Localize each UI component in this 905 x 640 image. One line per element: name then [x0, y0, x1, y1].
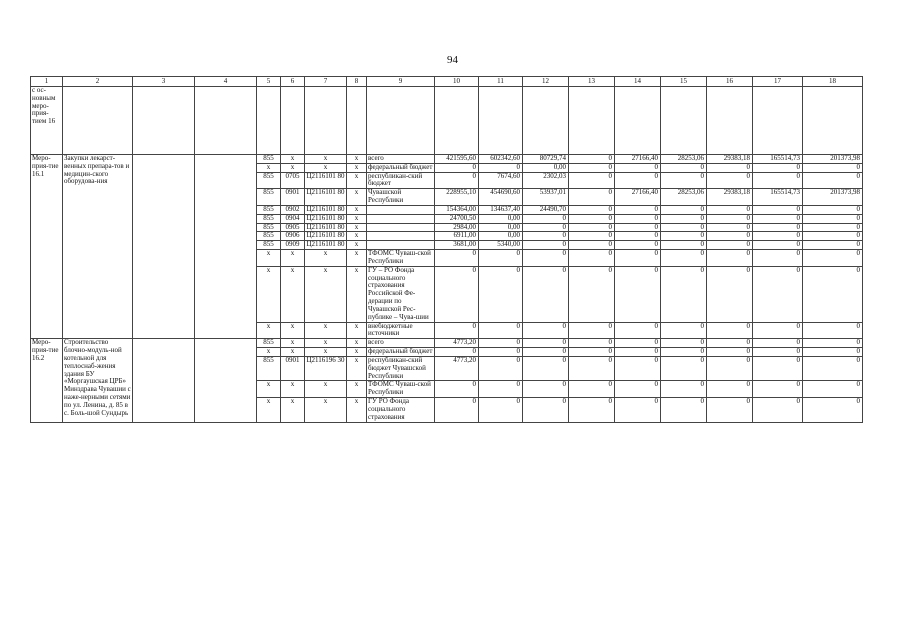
year-value-cell: 0: [803, 214, 863, 223]
column-number: 14: [615, 77, 661, 87]
funding-source-cell: ГУ – РО Фонда социального страхования Российской Фе-дерации по Чувашской Рес-публике – Чува-шии: [367, 266, 435, 322]
year-value-cell: 0: [707, 223, 753, 232]
expense-type-cell: x: [347, 172, 367, 189]
year-value-cell: 0: [661, 214, 707, 223]
year-value-cell: 0: [569, 155, 615, 164]
responsible-cell: [133, 339, 195, 422]
continuation-label: с ос-новным меро-прия-тием 16: [31, 87, 63, 155]
target-article-cell: x: [305, 322, 347, 339]
year-value-cell: 0: [615, 356, 661, 380]
grbs-code-cell: 855: [257, 223, 281, 232]
year-value-cell: 0: [707, 348, 753, 357]
year-value-cell: 0: [803, 398, 863, 422]
year-value-cell: 0: [615, 214, 661, 223]
year-value-cell: 0: [753, 348, 803, 357]
column-number: 11: [479, 77, 523, 87]
year-value-cell: 0: [569, 266, 615, 322]
year-value-cell: 0: [803, 205, 863, 214]
grbs-code-cell: x: [257, 381, 281, 398]
section-code-cell: x: [281, 155, 305, 164]
year-value-cell: 0: [523, 266, 569, 322]
year-value-cell: 0: [753, 398, 803, 422]
year-value-cell: 0: [435, 172, 479, 189]
year-value-cell: 0: [569, 250, 615, 267]
year-value-cell: 28253,06: [661, 189, 707, 206]
year-value-cell: 0: [661, 223, 707, 232]
year-value-cell: 0: [753, 250, 803, 267]
activity-number-cell: Меро-прия-тие 16.1: [31, 155, 63, 339]
year-value-cell: 0: [435, 381, 479, 398]
grbs-code-cell: 855: [257, 339, 281, 348]
target-article-cell: x: [305, 339, 347, 348]
year-value-cell: 0: [615, 266, 661, 322]
year-value-cell: 0: [615, 339, 661, 348]
expense-type-cell: x: [347, 322, 367, 339]
year-value-cell: 0: [479, 356, 523, 380]
year-value-cell: 0: [661, 381, 707, 398]
year-value-cell: 0: [661, 241, 707, 250]
year-value-cell: 0: [707, 232, 753, 241]
grbs-code-cell: 855: [257, 214, 281, 223]
table-row: [31, 339, 863, 348]
year-value-cell: 0: [661, 172, 707, 189]
expense-type-cell: x: [347, 348, 367, 357]
year-value-cell: 0: [753, 241, 803, 250]
section-code-cell: 0906: [281, 232, 305, 241]
year-value-cell: 0: [523, 241, 569, 250]
target-article-cell: Ц2116101 80: [306, 240, 345, 249]
year-value-cell: 0: [707, 172, 753, 189]
grbs-code-cell: 855: [257, 205, 281, 214]
continuation-row: [31, 87, 863, 155]
year-value-cell: 0: [707, 214, 753, 223]
year-value-cell: 0: [615, 348, 661, 357]
year-value-cell: 0: [569, 214, 615, 223]
year-value-cell: 0: [615, 205, 661, 214]
year-value-cell: 0: [435, 250, 479, 267]
column-number: 9: [367, 77, 435, 87]
empty-cell: [569, 87, 615, 155]
expense-type-cell: x: [347, 232, 367, 241]
expense-type-cell: x: [347, 266, 367, 322]
year-value-cell: 2984,00: [435, 223, 479, 232]
year-value-cell: 0: [435, 322, 479, 339]
grbs-code-cell: x: [257, 250, 281, 267]
expense-type-cell: x: [347, 223, 367, 232]
section-code-cell: x: [281, 322, 305, 339]
year-value-cell: 0: [661, 266, 707, 322]
empty-cell: [479, 87, 523, 155]
year-value-cell: 0: [707, 381, 753, 398]
year-value-cell: 0,00: [479, 223, 523, 232]
year-value-cell: 0: [479, 163, 523, 172]
year-value-cell: 0: [753, 266, 803, 322]
column-number: 2: [63, 77, 133, 87]
year-value-cell: 0: [661, 356, 707, 380]
year-value-cell: 602342,60: [479, 155, 523, 164]
target-article-cell: Ц2116101 80: [305, 189, 347, 206]
column-number-row: [31, 77, 863, 87]
year-value-cell: 0: [707, 339, 753, 348]
year-value-cell: 0: [707, 241, 753, 250]
target-article-cell: Ц2116101 80: [306, 231, 345, 240]
year-value-cell: 0: [435, 398, 479, 422]
year-value-cell: 0: [523, 398, 569, 422]
year-value-cell: 0: [523, 214, 569, 223]
column-number: 1: [31, 77, 63, 87]
year-value-cell: 0: [803, 223, 863, 232]
year-value-cell: 0: [803, 241, 863, 250]
year-value-cell: 0: [661, 205, 707, 214]
expense-type-cell: x: [347, 381, 367, 398]
year-value-cell: 0: [615, 232, 661, 241]
year-value-cell: 0: [435, 266, 479, 322]
year-value-cell: 0: [479, 381, 523, 398]
empty-cell: [347, 87, 367, 155]
year-value-cell: 27166,40: [615, 155, 661, 164]
grbs-code-cell: x: [257, 398, 281, 422]
column-number: 7: [305, 77, 347, 87]
year-value-cell: 0: [753, 223, 803, 232]
empty-cell: [753, 87, 803, 155]
indicator-cell: [195, 155, 257, 339]
grbs-code-cell: x: [257, 322, 281, 339]
responsible-cell: [133, 155, 195, 339]
year-value-cell: 0: [661, 250, 707, 267]
year-value-cell: 0,00: [479, 214, 523, 223]
indicator-cell: [195, 339, 257, 422]
budget-table: [30, 76, 863, 423]
year-value-cell: 0: [479, 322, 523, 339]
year-value-cell: 201373,98: [803, 155, 863, 164]
year-value-cell: 0: [523, 232, 569, 241]
empty-cell: [133, 87, 195, 155]
target-article-cell: x: [305, 381, 347, 398]
empty-cell: [195, 87, 257, 155]
grbs-code-cell: 855: [257, 155, 281, 164]
year-value-cell: 134637,40: [479, 205, 523, 214]
year-value-cell: 7674,60: [479, 172, 523, 189]
year-value-cell: 0: [569, 163, 615, 172]
empty-cell: [281, 87, 305, 155]
target-article-cell: x: [305, 155, 347, 164]
grbs-code-cell: 855: [257, 189, 281, 206]
empty-cell: [63, 87, 133, 155]
year-value-cell: 0: [661, 348, 707, 357]
year-value-cell: 0: [707, 205, 753, 214]
year-value-cell: 0: [753, 172, 803, 189]
year-value-cell: 0: [569, 241, 615, 250]
section-code-cell: x: [281, 398, 305, 422]
expense-type-cell: x: [347, 339, 367, 348]
empty-cell: [803, 87, 863, 155]
target-article-cell: x: [305, 163, 347, 172]
target-article-cell: x: [305, 348, 347, 357]
funding-source-cell: республикан-ский бюджет: [367, 172, 435, 189]
section-code-cell: 0905: [281, 223, 305, 232]
expense-type-cell: x: [347, 398, 367, 422]
year-value-cell: 0: [753, 356, 803, 380]
year-value-cell: 0: [707, 398, 753, 422]
year-value-cell: 0: [803, 266, 863, 322]
table-row: [31, 155, 863, 164]
year-value-cell: 0: [569, 381, 615, 398]
year-value-cell: 0: [569, 322, 615, 339]
grbs-code-cell: x: [257, 163, 281, 172]
section-code-cell: 0901: [281, 356, 305, 380]
year-value-cell: 0: [615, 398, 661, 422]
year-value-cell: 4773,20: [435, 356, 479, 380]
activity-name-cell: Закупки лекарст-венных препара-тов и медицин-ского оборудова-ния: [63, 155, 133, 339]
target-article-cell: Ц2116101 80: [306, 205, 345, 213]
year-value-cell: 4773,20: [435, 339, 479, 348]
year-value-cell: 0: [569, 189, 615, 206]
page-number: 94: [447, 54, 458, 66]
year-value-cell: 0: [615, 241, 661, 250]
year-value-cell: 0: [523, 348, 569, 357]
year-value-cell: 0: [803, 381, 863, 398]
year-value-cell: 0: [569, 172, 615, 189]
year-value-cell: 0: [569, 356, 615, 380]
expense-type-cell: x: [347, 205, 367, 214]
year-value-cell: 0: [479, 339, 523, 348]
target-article-cell: x: [305, 398, 347, 422]
year-value-cell: 154364,00: [435, 205, 479, 214]
year-value-cell: 2302,03: [523, 172, 569, 189]
year-value-cell: 80729,74: [523, 155, 569, 164]
column-number: 18: [803, 77, 863, 87]
empty-cell: [523, 87, 569, 155]
year-value-cell: 0: [523, 223, 569, 232]
grbs-code-cell: 855: [257, 241, 281, 250]
expense-type-cell: x: [347, 356, 367, 380]
year-value-cell: 201373,98: [803, 189, 863, 206]
target-article-cell: Ц2116101 80: [305, 172, 347, 189]
year-value-cell: 0: [803, 250, 863, 267]
activity-name-cell: Строительство блочно-модуль-ной котельной для теплоснаб-жения здания БУ «Моргаушская ЦРБ» Минздрава Чувашии с наже-нерными сетями по ул. Ленина, д. 85 в с. Боль-шой Сундырь: [63, 339, 133, 422]
year-value-cell: 0: [753, 232, 803, 241]
year-value-cell: 228955,10: [435, 189, 479, 206]
year-value-cell: 0: [661, 232, 707, 241]
funding-source-cell: ТФОМС Чуваш-ской Республики: [367, 250, 435, 267]
funding-source-cell: Чувашской Республики: [367, 189, 435, 206]
year-value-cell: 0: [803, 339, 863, 348]
year-value-cell: 29383,18: [707, 155, 753, 164]
year-value-cell: 0: [615, 163, 661, 172]
year-value-cell: 0: [569, 205, 615, 214]
year-value-cell: 0: [523, 356, 569, 380]
year-value-cell: 0: [523, 381, 569, 398]
year-value-cell: 0: [523, 250, 569, 267]
year-value-cell: 0: [661, 398, 707, 422]
section-code-cell: x: [281, 339, 305, 348]
year-value-cell: 0: [803, 163, 863, 172]
year-value-cell: 0: [753, 322, 803, 339]
year-value-cell: 0: [661, 339, 707, 348]
funding-source-cell: ТФОМС Чуваш-ской Республики: [367, 381, 435, 398]
target-article-cell: x: [305, 250, 347, 267]
funding-source-cell: [367, 214, 435, 223]
year-value-cell: 0: [569, 223, 615, 232]
activity-number-cell: Меро-прия-тие 16.2: [31, 339, 63, 422]
year-value-cell: 0: [615, 250, 661, 267]
expense-type-cell: x: [347, 241, 367, 250]
year-value-cell: 0: [569, 232, 615, 241]
year-value-cell: 0: [569, 339, 615, 348]
empty-cell: [305, 87, 347, 155]
grbs-code-cell: 855: [257, 356, 281, 380]
year-value-cell: 0: [523, 322, 569, 339]
year-value-cell: 24490,70: [523, 205, 569, 214]
funding-source-cell: всего: [367, 155, 435, 164]
year-value-cell: 0: [803, 322, 863, 339]
grbs-code-cell: x: [257, 266, 281, 322]
section-code-cell: x: [281, 266, 305, 322]
year-value-cell: 0: [661, 163, 707, 172]
section-code-cell: x: [281, 163, 305, 172]
column-number: 3: [133, 77, 195, 87]
column-number: 4: [195, 77, 257, 87]
year-value-cell: 0: [569, 348, 615, 357]
year-value-cell: 0: [615, 381, 661, 398]
section-code-cell: x: [281, 250, 305, 267]
year-value-cell: 0: [803, 356, 863, 380]
column-number: 13: [569, 77, 615, 87]
funding-source-cell: ГУ РО Фонда социального страхования: [367, 398, 435, 422]
year-value-cell: 0: [479, 348, 523, 357]
empty-cell: [257, 87, 281, 155]
year-value-cell: 0,00: [479, 232, 523, 241]
year-value-cell: 0: [707, 250, 753, 267]
year-value-cell: 3681,00: [435, 241, 479, 250]
expense-type-cell: x: [347, 250, 367, 267]
year-value-cell: 0: [615, 172, 661, 189]
year-value-cell: 165514,73: [753, 189, 803, 206]
funding-source-cell: [367, 223, 435, 232]
target-article-cell: Ц2116101 80: [306, 223, 345, 231]
funding-source-cell: федеральный бюджет: [367, 348, 435, 357]
year-value-cell: 28253,06: [661, 155, 707, 164]
year-value-cell: 0: [803, 348, 863, 357]
year-value-cell: 165514,73: [753, 155, 803, 164]
funding-source-cell: [367, 232, 435, 241]
column-number: 16: [707, 77, 753, 87]
expense-type-cell: x: [347, 189, 367, 206]
year-value-cell: 53937,01: [523, 189, 569, 206]
year-value-cell: 0: [803, 172, 863, 189]
year-value-cell: 0: [753, 214, 803, 223]
year-value-cell: 0: [615, 223, 661, 232]
year-value-cell: 0: [435, 163, 479, 172]
funding-source-cell: республикан-ский бюджет Чувашской Республики: [367, 356, 435, 380]
expense-type-cell: x: [347, 155, 367, 164]
empty-cell: [615, 87, 661, 155]
section-code-cell: 0705: [281, 172, 305, 189]
year-value-cell: 454690,60: [479, 189, 523, 206]
empty-cell: [435, 87, 479, 155]
year-value-cell: 0: [661, 322, 707, 339]
section-code-cell: 0901: [281, 189, 305, 206]
funding-source-cell: [367, 241, 435, 250]
year-value-cell: 0: [753, 163, 803, 172]
column-number: 10: [435, 77, 479, 87]
section-code-cell: x: [281, 381, 305, 398]
year-value-cell: 0: [707, 356, 753, 380]
target-article-cell: x: [305, 266, 347, 322]
year-value-cell: 0,00: [523, 163, 569, 172]
grbs-code-cell: 855: [257, 232, 281, 241]
empty-cell: [367, 87, 435, 155]
target-article-cell: Ц2116101 80: [306, 214, 345, 222]
funding-source-cell: [367, 205, 435, 214]
year-value-cell: 0: [707, 266, 753, 322]
section-code-cell: 0902: [281, 205, 305, 214]
column-number: 6: [281, 77, 305, 87]
column-number: 8: [347, 77, 367, 87]
column-number: 17: [753, 77, 803, 87]
column-number: 15: [661, 77, 707, 87]
year-value-cell: 24700,50: [435, 214, 479, 223]
year-value-cell: 6911,00: [435, 232, 479, 241]
funding-source-cell: всего: [367, 339, 435, 348]
year-value-cell: 0: [569, 398, 615, 422]
empty-cell: [661, 87, 707, 155]
year-value-cell: 0: [753, 339, 803, 348]
year-value-cell: 27166,40: [615, 189, 661, 206]
column-number: 12: [523, 77, 569, 87]
empty-cell: [707, 87, 753, 155]
grbs-code-cell: x: [257, 348, 281, 357]
section-code-cell: x: [281, 348, 305, 357]
year-value-cell: 0: [803, 232, 863, 241]
section-code-cell: 0904: [281, 214, 305, 223]
year-value-cell: 0: [523, 339, 569, 348]
grbs-code-cell: 855: [257, 172, 281, 189]
column-number: 5: [257, 77, 281, 87]
year-value-cell: 5340,00: [479, 241, 523, 250]
year-value-cell: 29383,18: [707, 189, 753, 206]
year-value-cell: 421595,60: [435, 155, 479, 164]
year-value-cell: 0: [753, 205, 803, 214]
year-value-cell: 0: [707, 163, 753, 172]
year-value-cell: 0: [479, 250, 523, 267]
section-code-cell: 0909: [281, 241, 305, 250]
expense-type-cell: x: [347, 163, 367, 172]
year-value-cell: 0: [707, 322, 753, 339]
year-value-cell: 0: [615, 322, 661, 339]
year-value-cell: 0: [479, 266, 523, 322]
funding-source-cell: федеральный бюджет: [367, 163, 435, 172]
expense-type-cell: x: [347, 214, 367, 223]
funding-source-cell: внебюджетные источники: [367, 322, 435, 339]
year-value-cell: 0: [435, 348, 479, 357]
year-value-cell: 0: [753, 381, 803, 398]
target-article-cell: Ц2116196 30: [305, 356, 347, 380]
year-value-cell: 0: [479, 398, 523, 422]
